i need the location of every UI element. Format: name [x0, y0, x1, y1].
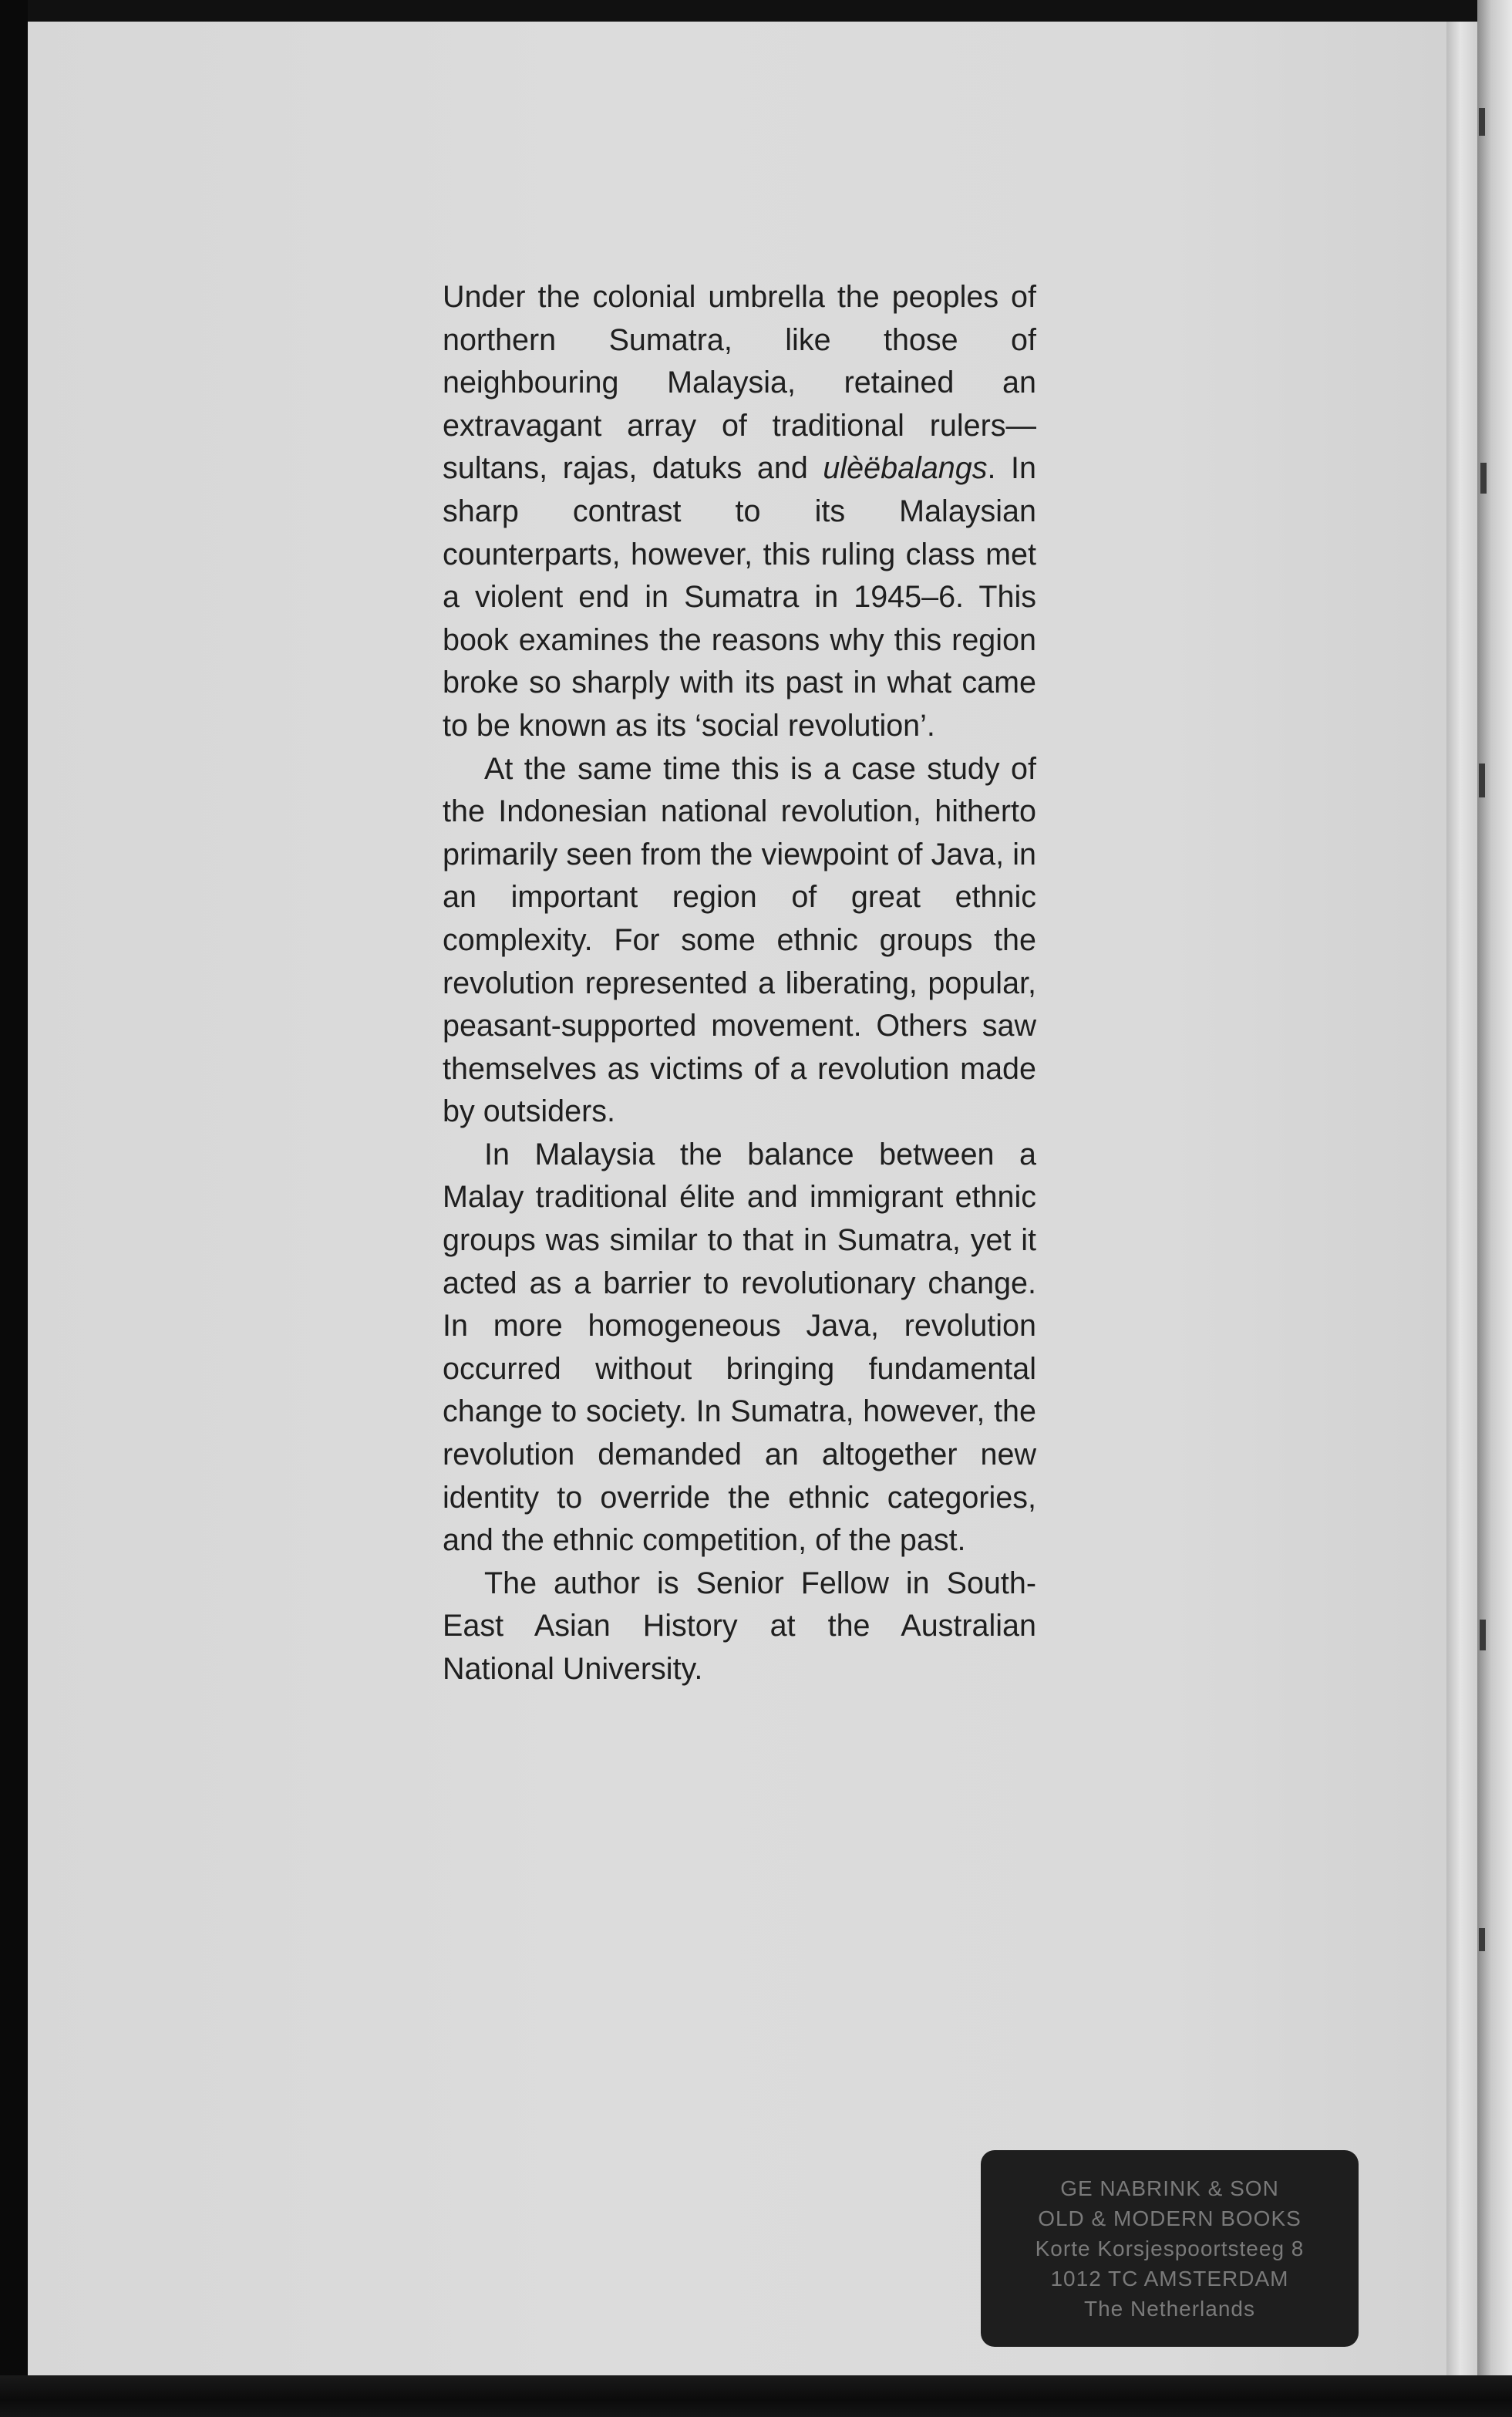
blurb-italic-term: ulèëbalangs: [823, 451, 988, 486]
blurb-paragraph-1-start: Under the colonial umbrella the peoples of northern Sumatra, like those of neighbouring Malaysia, retained an extravagant array of traditional rulers—sultans, rajas, datuks and: [443, 280, 1036, 486]
left-edge: [0, 0, 28, 2417]
spine-strip: [1477, 0, 1512, 2417]
spine-mark: [1480, 463, 1487, 494]
blurb-paragraph-4: The author is Senior Fellow in South-East Asian History at the Australian National University.: [443, 1566, 1036, 1686]
stamp-line-3: Korte Korsjespoortsteeg 8: [1035, 2237, 1305, 2260]
blurb-paragraph-1: [443, 276, 1036, 748]
spine-mark: [1479, 764, 1485, 797]
stamp-line-1: GE NABRINK & SON: [1060, 2176, 1279, 2200]
cover-fold: [1446, 22, 1477, 2375]
stamp-line-4: 1012 TC AMSTERDAM: [1050, 2267, 1289, 2291]
spine-mark: [1479, 108, 1485, 136]
stamp-line-5: The Netherlands: [1083, 2297, 1255, 2321]
stamp-line-2: OLD & MODERN BOOKS: [1038, 2206, 1302, 2230]
blurb-paragraph-3: In Malaysia the balance between a Malay traditional élite and immigrant ethnic groups was similar to that in Sumatra, yet it acted as a barrier to revolutionary change. In more homogeneous Java, revolution occurred without bringing fundamental change to society. In Sumatra, however, the revolution demanded an altogether new identity to override the ethnic categories, and the ethnic competition, of the past.: [443, 1137, 1036, 1558]
spine-mark: [1479, 1928, 1485, 1951]
top-edge: [0, 0, 1512, 22]
blurb-paragraph-2: At the same time this is a case study of the Indonesian national revolution, hitherto primarily seen from the viewpoint of Java, in an important region of great ethnic complexity. For some ethnic groups the revolution represented a liberating, popular, peasant-supported movement. Others saw themselves as victims of a revolution made by outsiders.: [443, 751, 1036, 1129]
blurb-text: [443, 276, 1036, 1857]
blurb-paragraph-1-end: . In sharp contrast to its Malaysian counterparts, however, this ruling class met a violent end in Sumatra in 1945–6. This book examines the reasons why this region broke so sharply with its past in what came to be known as its ‘social revolution’.: [443, 451, 1036, 743]
bookseller-stamp: [981, 2150, 1359, 2347]
bottom-edge: [0, 2375, 1512, 2417]
back-cover-page: [28, 22, 1446, 2375]
spine-mark: [1480, 1620, 1486, 1650]
